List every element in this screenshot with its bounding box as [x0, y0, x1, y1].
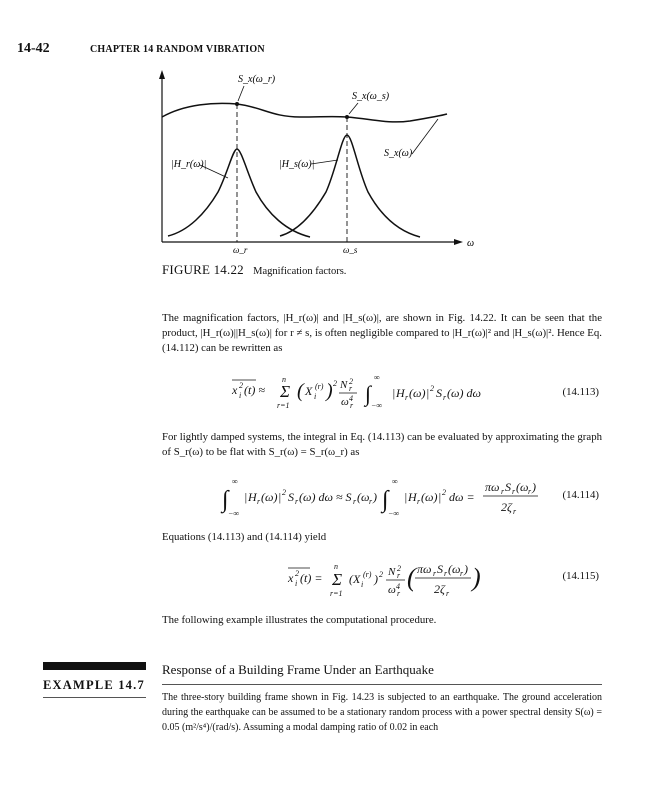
svg-text:N: N	[340, 379, 348, 391]
svg-text:2: 2	[430, 384, 434, 393]
svg-text:r=1: r=1	[277, 401, 290, 410]
svg-text:4: 4	[349, 394, 353, 403]
equation-14-114-graphic	[160, 471, 605, 521]
equation-14-113	[160, 366, 605, 410]
svg-text:r=1: r=1	[330, 589, 343, 598]
example-title: Response of a Building Frame Under an Earthquake	[162, 662, 434, 677]
svg-text:H: H	[408, 490, 417, 504]
svg-text:|: |	[244, 490, 248, 504]
svg-text:n: n	[282, 375, 286, 384]
svg-text:): )	[374, 572, 378, 586]
svg-text:r: r	[353, 497, 357, 506]
svg-text:x: x	[232, 383, 238, 397]
running-header: CHAPTER 14 RANDOM VIBRATION	[90, 44, 265, 55]
svg-text:(ω: (ω	[448, 562, 461, 576]
svg-text:H: H	[248, 490, 257, 504]
svg-text:r: r	[417, 497, 421, 506]
omega-s-point	[345, 115, 349, 119]
example-title-rule	[162, 684, 602, 685]
figure-caption	[162, 262, 346, 278]
svg-text:X: X	[305, 384, 313, 398]
svg-text:): )	[464, 562, 468, 576]
y-axis-arrow	[159, 70, 165, 79]
svg-text:H: H	[396, 386, 405, 400]
svg-text:2: 2	[379, 570, 383, 579]
svg-text:ω: ω	[341, 396, 349, 408]
svg-text:(ω): (ω)	[261, 490, 278, 504]
equation-14-114	[160, 471, 605, 521]
svg-text:n: n	[334, 562, 338, 571]
tick-omega-r: ω_r	[233, 245, 248, 255]
svg-text:(X: (X	[349, 572, 361, 586]
example-label: EXAMPLE 14.7	[43, 678, 145, 692]
svg-text:(ω) dω: (ω) dω	[447, 386, 481, 400]
svg-text:|: |	[392, 386, 396, 400]
svg-text:2: 2	[501, 500, 507, 514]
svg-text:2: 2	[397, 564, 401, 573]
svg-text:i: i	[295, 579, 298, 588]
svg-text:2: 2	[239, 381, 243, 390]
paragraph-magnification: The magnification factors, |H_r(ω)| and |H_s(ω)|, are shown in Fig. 14.22. It can be seen that the product, |H_r(ω)||H_s(ω)| for r ≠ s, is often negligible compared to |H_r(ω)|² and |H_s(ω)|². Hence Eq. (14.112) can be rewritten as	[162, 312, 602, 354]
svg-text:S: S	[436, 386, 442, 400]
svg-text:r: r	[350, 401, 354, 410]
svg-text:∫: ∫	[222, 487, 229, 513]
svg-text:r: r	[295, 497, 299, 506]
svg-text:r: r	[460, 569, 464, 578]
x-axis-arrow	[454, 239, 463, 245]
svg-text:∞: ∞	[374, 373, 380, 382]
equation-14-115	[160, 553, 605, 599]
svg-text:−∞: −∞	[371, 401, 383, 410]
example-body: The three-story building frame shown in Fig. 14.23 is subjected to an earthquake. The ground acceleration during the earthquake can be assumed to be a stationary random process with a power spectral density S(ω) = 0.05 (m²/s⁴)/(rad/s). Assuming a modal damping ratio of 0.02 in each	[162, 692, 602, 733]
svg-text:(r): (r)	[363, 570, 372, 579]
svg-text:i: i	[239, 391, 242, 400]
svg-text:r: r	[512, 487, 516, 496]
tick-omega-s: ω_s	[343, 245, 358, 255]
svg-text:(ω) dω ≈ S: (ω) dω ≈ S	[299, 490, 352, 504]
label-h-s: |H_s(ω)|	[279, 159, 315, 170]
svg-text:2: 2	[295, 569, 299, 578]
svg-text:r: r	[443, 393, 447, 402]
svg-text:(ω: (ω	[516, 480, 529, 494]
svg-text:S: S	[505, 480, 511, 494]
svg-text:r: r	[513, 507, 517, 516]
svg-text:S: S	[288, 490, 294, 504]
figure-caption-text: Magnification factors.	[253, 266, 347, 277]
svg-text:N: N	[388, 566, 396, 578]
svg-text:2: 2	[282, 488, 286, 497]
svg-text:r: r	[349, 384, 353, 393]
svg-text:(ω: (ω	[357, 490, 370, 504]
svg-text:4: 4	[396, 582, 400, 591]
svg-text:2: 2	[434, 582, 440, 596]
svg-text:(ω): (ω)	[421, 490, 438, 504]
equation-14-113-graphic	[160, 366, 605, 410]
equation-14-115-graphic	[160, 553, 605, 599]
svg-text:ζ: ζ	[440, 582, 445, 596]
paragraph-lightly-damped: For lightly damped systems, the integral in Eq. (14.113) can be evaluated by approximating the graph of S_r(ω) to be flat with S_r(ω) = S_r(ω_r) as	[162, 431, 602, 458]
svg-text:|: |	[426, 386, 430, 400]
svg-text:∞: ∞	[392, 477, 398, 486]
svg-text:(t) ≈: (t) ≈	[244, 383, 265, 397]
label-s-omega-s: S_x(ω_s)	[352, 91, 390, 102]
svg-text:): )	[532, 480, 536, 494]
svg-text:(: (	[407, 563, 416, 592]
svg-text:∞: ∞	[232, 477, 238, 486]
svg-text:r: r	[405, 393, 409, 402]
spectrum-curve	[162, 103, 447, 122]
svg-text:∫: ∫	[382, 487, 389, 513]
svg-text:r: r	[444, 569, 448, 578]
svg-text:r: r	[369, 497, 373, 506]
svg-text:(t) =: (t) =	[300, 571, 323, 585]
svg-text:πω: πω	[417, 562, 432, 576]
svg-text:|: |	[278, 490, 282, 504]
svg-text:r: r	[501, 487, 505, 496]
svg-text:−∞: −∞	[228, 509, 240, 518]
magnification-figure	[0, 0, 645, 260]
svg-text:|: |	[404, 490, 408, 504]
svg-text:r: r	[397, 571, 401, 580]
svg-text:Σ: Σ	[280, 382, 291, 401]
svg-text:r: r	[397, 589, 401, 598]
omega-r-point	[235, 102, 239, 106]
svg-text:i: i	[361, 580, 364, 589]
label-s-omega: S_x(ω)	[384, 148, 413, 159]
label-s-omega-r: S_x(ω_r)	[238, 74, 276, 85]
svg-text:S: S	[437, 562, 443, 576]
axis-omega-label: ω	[467, 238, 475, 249]
svg-text:r: r	[528, 487, 532, 496]
svg-text:2: 2	[442, 488, 446, 497]
svg-text:i: i	[314, 392, 317, 401]
page-number: 14-42	[17, 41, 50, 56]
svg-text:): )	[326, 380, 333, 402]
svg-text:∫: ∫	[365, 381, 372, 406]
svg-text:ζ: ζ	[507, 500, 512, 514]
example-label-rule	[43, 697, 146, 698]
svg-text:ω: ω	[388, 584, 396, 596]
equation-number-115: (14.115)	[562, 570, 599, 582]
svg-text:(ω): (ω)	[409, 386, 426, 400]
svg-text:2: 2	[333, 379, 337, 388]
example-bar	[43, 662, 146, 670]
svg-text:r: r	[446, 589, 450, 598]
equation-number-113: (14.113)	[562, 386, 599, 398]
svg-text:r: r	[257, 497, 261, 506]
paragraph-following-example: The following example illustrates the computational procedure.	[162, 614, 437, 626]
svg-text:): )	[373, 490, 377, 504]
paragraph-equations-yield: Equations (14.113) and (14.114) yield	[162, 531, 327, 543]
figure-caption-label: FIGURE 14.22	[162, 262, 244, 277]
svg-text:(: (	[297, 380, 304, 402]
svg-text:): )	[472, 563, 481, 592]
svg-text:2: 2	[349, 377, 353, 386]
svg-text:x: x	[288, 571, 294, 585]
svg-text:(r): (r)	[315, 382, 324, 391]
svg-text:πω: πω	[485, 480, 500, 494]
svg-text:Σ: Σ	[332, 570, 343, 589]
svg-text:dω =: dω =	[449, 490, 475, 504]
svg-text:|: |	[438, 490, 442, 504]
svg-text:r: r	[433, 569, 437, 578]
svg-text:−∞: −∞	[388, 509, 400, 518]
label-h-r: |H_r(ω)|	[171, 159, 207, 170]
equation-number-114: (14.114)	[562, 489, 599, 501]
